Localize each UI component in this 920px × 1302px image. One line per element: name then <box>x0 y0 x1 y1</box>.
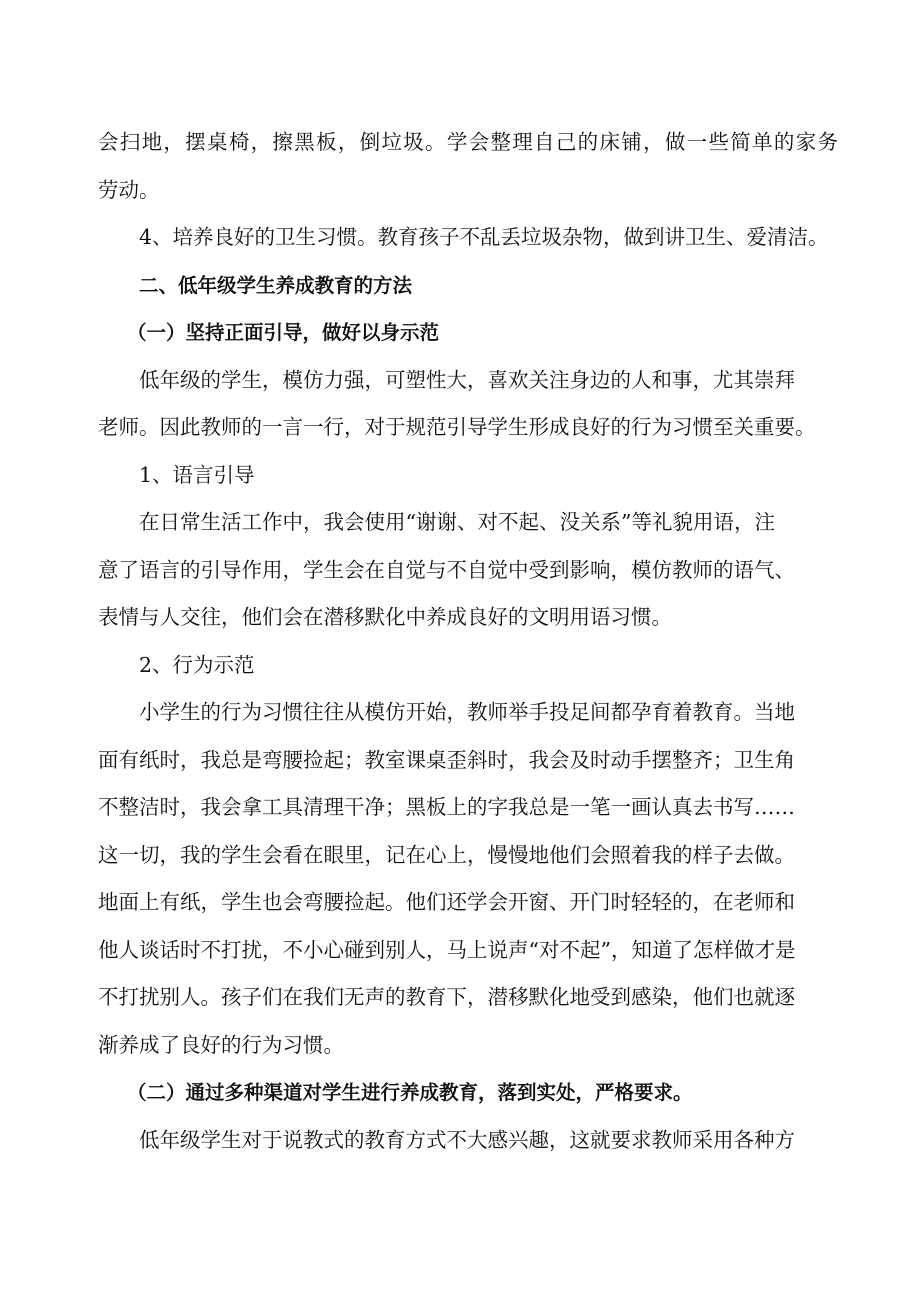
paragraph-line: 劳动。 <box>98 177 160 202</box>
paragraph-line: 表情与人交往，他们会在潜移默化中养成良好的文明用语习惯。 <box>98 605 672 629</box>
paragraph-line: 地面上有纸，学生也会弯腰捡起。他们还学会开窗、开门时轻轻的，在老师和 <box>98 890 795 914</box>
paragraph-line: 渐养成了良好的行为习惯。 <box>98 1032 344 1057</box>
paragraph-line: 他人谈话时不打扰，不小心碰到别人，马上说声“对不起”，知道了怎样做才是 <box>98 937 796 962</box>
paragraph-line: 低年级的学生，模仿力强，可塑性大，喜欢关注身边的人和事，尤其崇拜 <box>139 367 795 392</box>
paragraph-line: 面有纸时，我总是弯腰捡起；教室课桌歪斜时，我会及时动手摆整齐；卫生角 <box>98 747 795 772</box>
paragraph-line: 这一切，我的学生会看在眼里，记在心上，慢慢地他们会照着我的样子去做。 <box>98 842 795 867</box>
subsection-heading: （二）通过多种渠道对学生进行养成教育，落到实处，严格要求。 <box>127 1081 693 1104</box>
paragraph-line: 低年级学生对于说教式的教育方式不大感兴趣，这就要求教师采用各种方 <box>139 1127 795 1152</box>
paragraph-line: 会扫地，摆桌椅，擦黑板，倒垃圾。学会整理自己的床铺，做一些简单的家务 <box>98 130 838 154</box>
paragraph-line: 老师。因此教师的一言一行，对于规范引导学生形成良好的行为习惯至关重要。 <box>98 415 816 439</box>
paragraph-line: 不打扰别人。孩子们在我们无声的教育下，潜移默化地受到感染，他们也就逐 <box>98 985 795 1009</box>
subsection-heading: （一）坚持正面引导，做好以身示范 <box>127 321 440 344</box>
list-item-heading: 1、语言引导 <box>139 462 255 487</box>
paragraph-line: 小学生的行为习惯往往从模仿开始，教师举手投足间都孕育着教育。当地 <box>139 700 795 724</box>
section-heading: 二、低年级学生养成教育的方法 <box>139 273 413 297</box>
paragraph-line: 4、培养良好的卫生习惯。教育孩子不乱丢垃圾杂物，做到讲卫生、爱清洁。 <box>139 225 829 249</box>
paragraph-line: 在日常生活工作中，我会使用“谢谢、对不起、没关系”等礼貌用语，注 <box>139 510 775 534</box>
paragraph-line: 意了语言的引导作用，学生会在自觉与不自觉中受到影响，模仿教师的语气、 <box>98 557 795 582</box>
list-item-heading: 2、行为示范 <box>139 652 255 677</box>
paragraph-line: 不整洁时，我会拿工具清理干净；黑板上的字我总是一笔一画认真去书写…… <box>98 795 795 819</box>
document-body <box>98 119 858 1164</box>
